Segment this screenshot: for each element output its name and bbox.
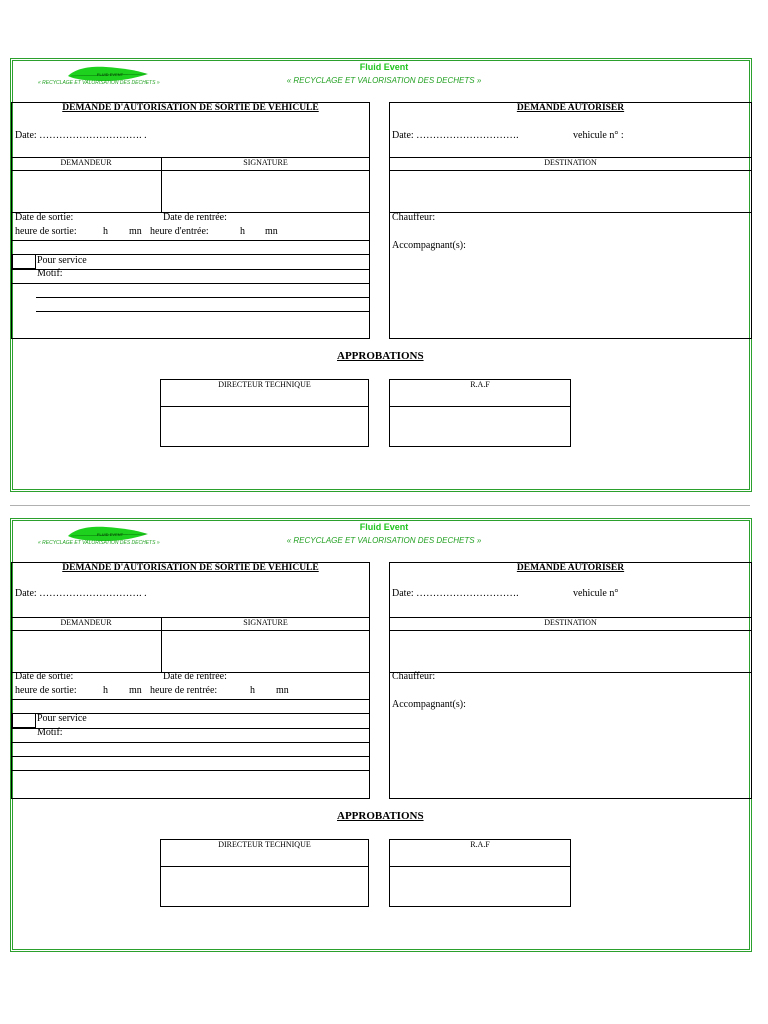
heure-retour-h: h xyxy=(250,685,255,696)
pour-service-label: Pour service xyxy=(37,713,87,724)
date-rentree-field[interactable]: Date de rentrée: xyxy=(163,671,227,682)
destination-header: DESTINATION xyxy=(544,618,597,627)
vehicle-exit-form-2 xyxy=(0,518,768,958)
authorization-date-field[interactable]: Date: …………………………. xyxy=(392,588,519,599)
motif-line[interactable] xyxy=(36,297,370,298)
heure-sortie-mn: mn xyxy=(129,226,142,237)
request-title: DEMANDE D'AUTORISATION DE SORTIE DE VEHICULE xyxy=(62,563,319,573)
directeur-technique-label: DIRECTEUR TECHNIQUE xyxy=(218,840,311,849)
signature-header: SIGNATURE xyxy=(243,618,288,627)
accompagnants-field[interactable]: Accompagnant(s): xyxy=(392,240,466,251)
signature-header: SIGNATURE xyxy=(243,158,288,167)
raf-box[interactable] xyxy=(389,839,571,907)
destination-field[interactable] xyxy=(390,631,751,671)
directeur-technique-box[interactable] xyxy=(160,839,369,907)
date-sortie-field[interactable]: Date de sortie: xyxy=(15,212,74,223)
approbations-title: APPROBATIONS xyxy=(337,350,424,362)
date-rentree-field[interactable]: Date de rentrée: xyxy=(163,212,227,223)
authorization-date-field[interactable]: Date: …………………………. xyxy=(392,130,519,141)
raf-label: R.A.F xyxy=(470,380,490,389)
company-slogan: « RECYCLAGE ET VALORISATION DES DECHETS » xyxy=(286,536,482,545)
heure-retour-label: heure de rentrée: xyxy=(150,685,218,696)
raf-box[interactable] xyxy=(389,379,571,447)
logo-text: FLUID EVENT xyxy=(96,532,124,537)
motif-line[interactable] xyxy=(11,770,370,771)
signature-field[interactable] xyxy=(162,171,369,211)
logo-slogan: « RECYCLAGE ET VALORISATION DES DECHETS » xyxy=(38,80,160,86)
destination-field[interactable] xyxy=(390,171,751,211)
heure-sortie-h: h xyxy=(103,226,108,237)
request-date-field[interactable]: Date: …………………………. . xyxy=(15,588,147,599)
heure-retour-mn: mn xyxy=(276,685,289,696)
heure-sortie-label: heure de sortie: xyxy=(15,685,77,696)
vehicule-number-field[interactable]: vehicule n° : xyxy=(573,130,624,141)
heure-sortie-mn: mn xyxy=(129,685,142,696)
page-separator xyxy=(10,505,750,506)
heure-retour-mn: mn xyxy=(265,226,278,237)
demandeur-field[interactable] xyxy=(12,631,160,671)
authorization-title: DEMANDE AUTORISER xyxy=(516,563,625,573)
destination-header: DESTINATION xyxy=(544,158,597,167)
heure-sortie-label: heure de sortie: xyxy=(15,226,77,237)
chauffeur-field[interactable]: Chauffeur: xyxy=(392,212,436,223)
pour-service-checkbox[interactable] xyxy=(12,713,36,728)
request-date-field[interactable]: Date: …………………………. . xyxy=(15,130,147,141)
authorization-title: DEMANDE AUTORISER xyxy=(516,103,625,113)
approbations-title: APPROBATIONS xyxy=(337,810,424,822)
company-name: Fluid Event xyxy=(359,62,409,72)
logo-slogan: « RECYCLAGE ET VALORISATION DES DECHETS » xyxy=(38,540,160,546)
date-sortie-field[interactable]: Date de sortie: xyxy=(15,671,74,682)
motif-label: Motif: xyxy=(37,727,63,738)
pour-service-label: Pour service xyxy=(37,255,87,266)
accompagnants-field[interactable]: Accompagnant(s): xyxy=(392,699,466,710)
company-slogan: « RECYCLAGE ET VALORISATION DES DECHETS » xyxy=(286,76,482,85)
demandeur-header: DEMANDEUR xyxy=(60,618,112,627)
heure-retour-h: h xyxy=(240,226,245,237)
heure-sortie-h: h xyxy=(103,685,108,696)
directeur-technique-box[interactable] xyxy=(160,379,369,447)
vehicule-number-field[interactable]: vehicule n° xyxy=(573,588,619,599)
chauffeur-field[interactable]: Chauffeur: xyxy=(392,671,436,682)
logo-text: FLUID EVENT xyxy=(96,72,124,77)
heure-retour-label: heure d'entrée: xyxy=(150,226,209,237)
pour-service-checkbox[interactable] xyxy=(12,254,36,269)
request-title: DEMANDE D'AUTORISATION DE SORTIE DE VEHICULE xyxy=(62,103,319,113)
motif-line[interactable] xyxy=(36,311,370,312)
raf-label: R.A.F xyxy=(470,840,490,849)
vehicle-exit-form-1 xyxy=(0,58,768,498)
demandeur-header: DEMANDEUR xyxy=(60,158,112,167)
demandeur-field[interactable] xyxy=(12,171,160,211)
directeur-technique-label: DIRECTEUR TECHNIQUE xyxy=(218,380,311,389)
motif-label: Motif: xyxy=(37,268,63,279)
motif-line[interactable] xyxy=(11,756,370,757)
signature-field[interactable] xyxy=(162,631,369,671)
company-name: Fluid Event xyxy=(359,522,409,532)
